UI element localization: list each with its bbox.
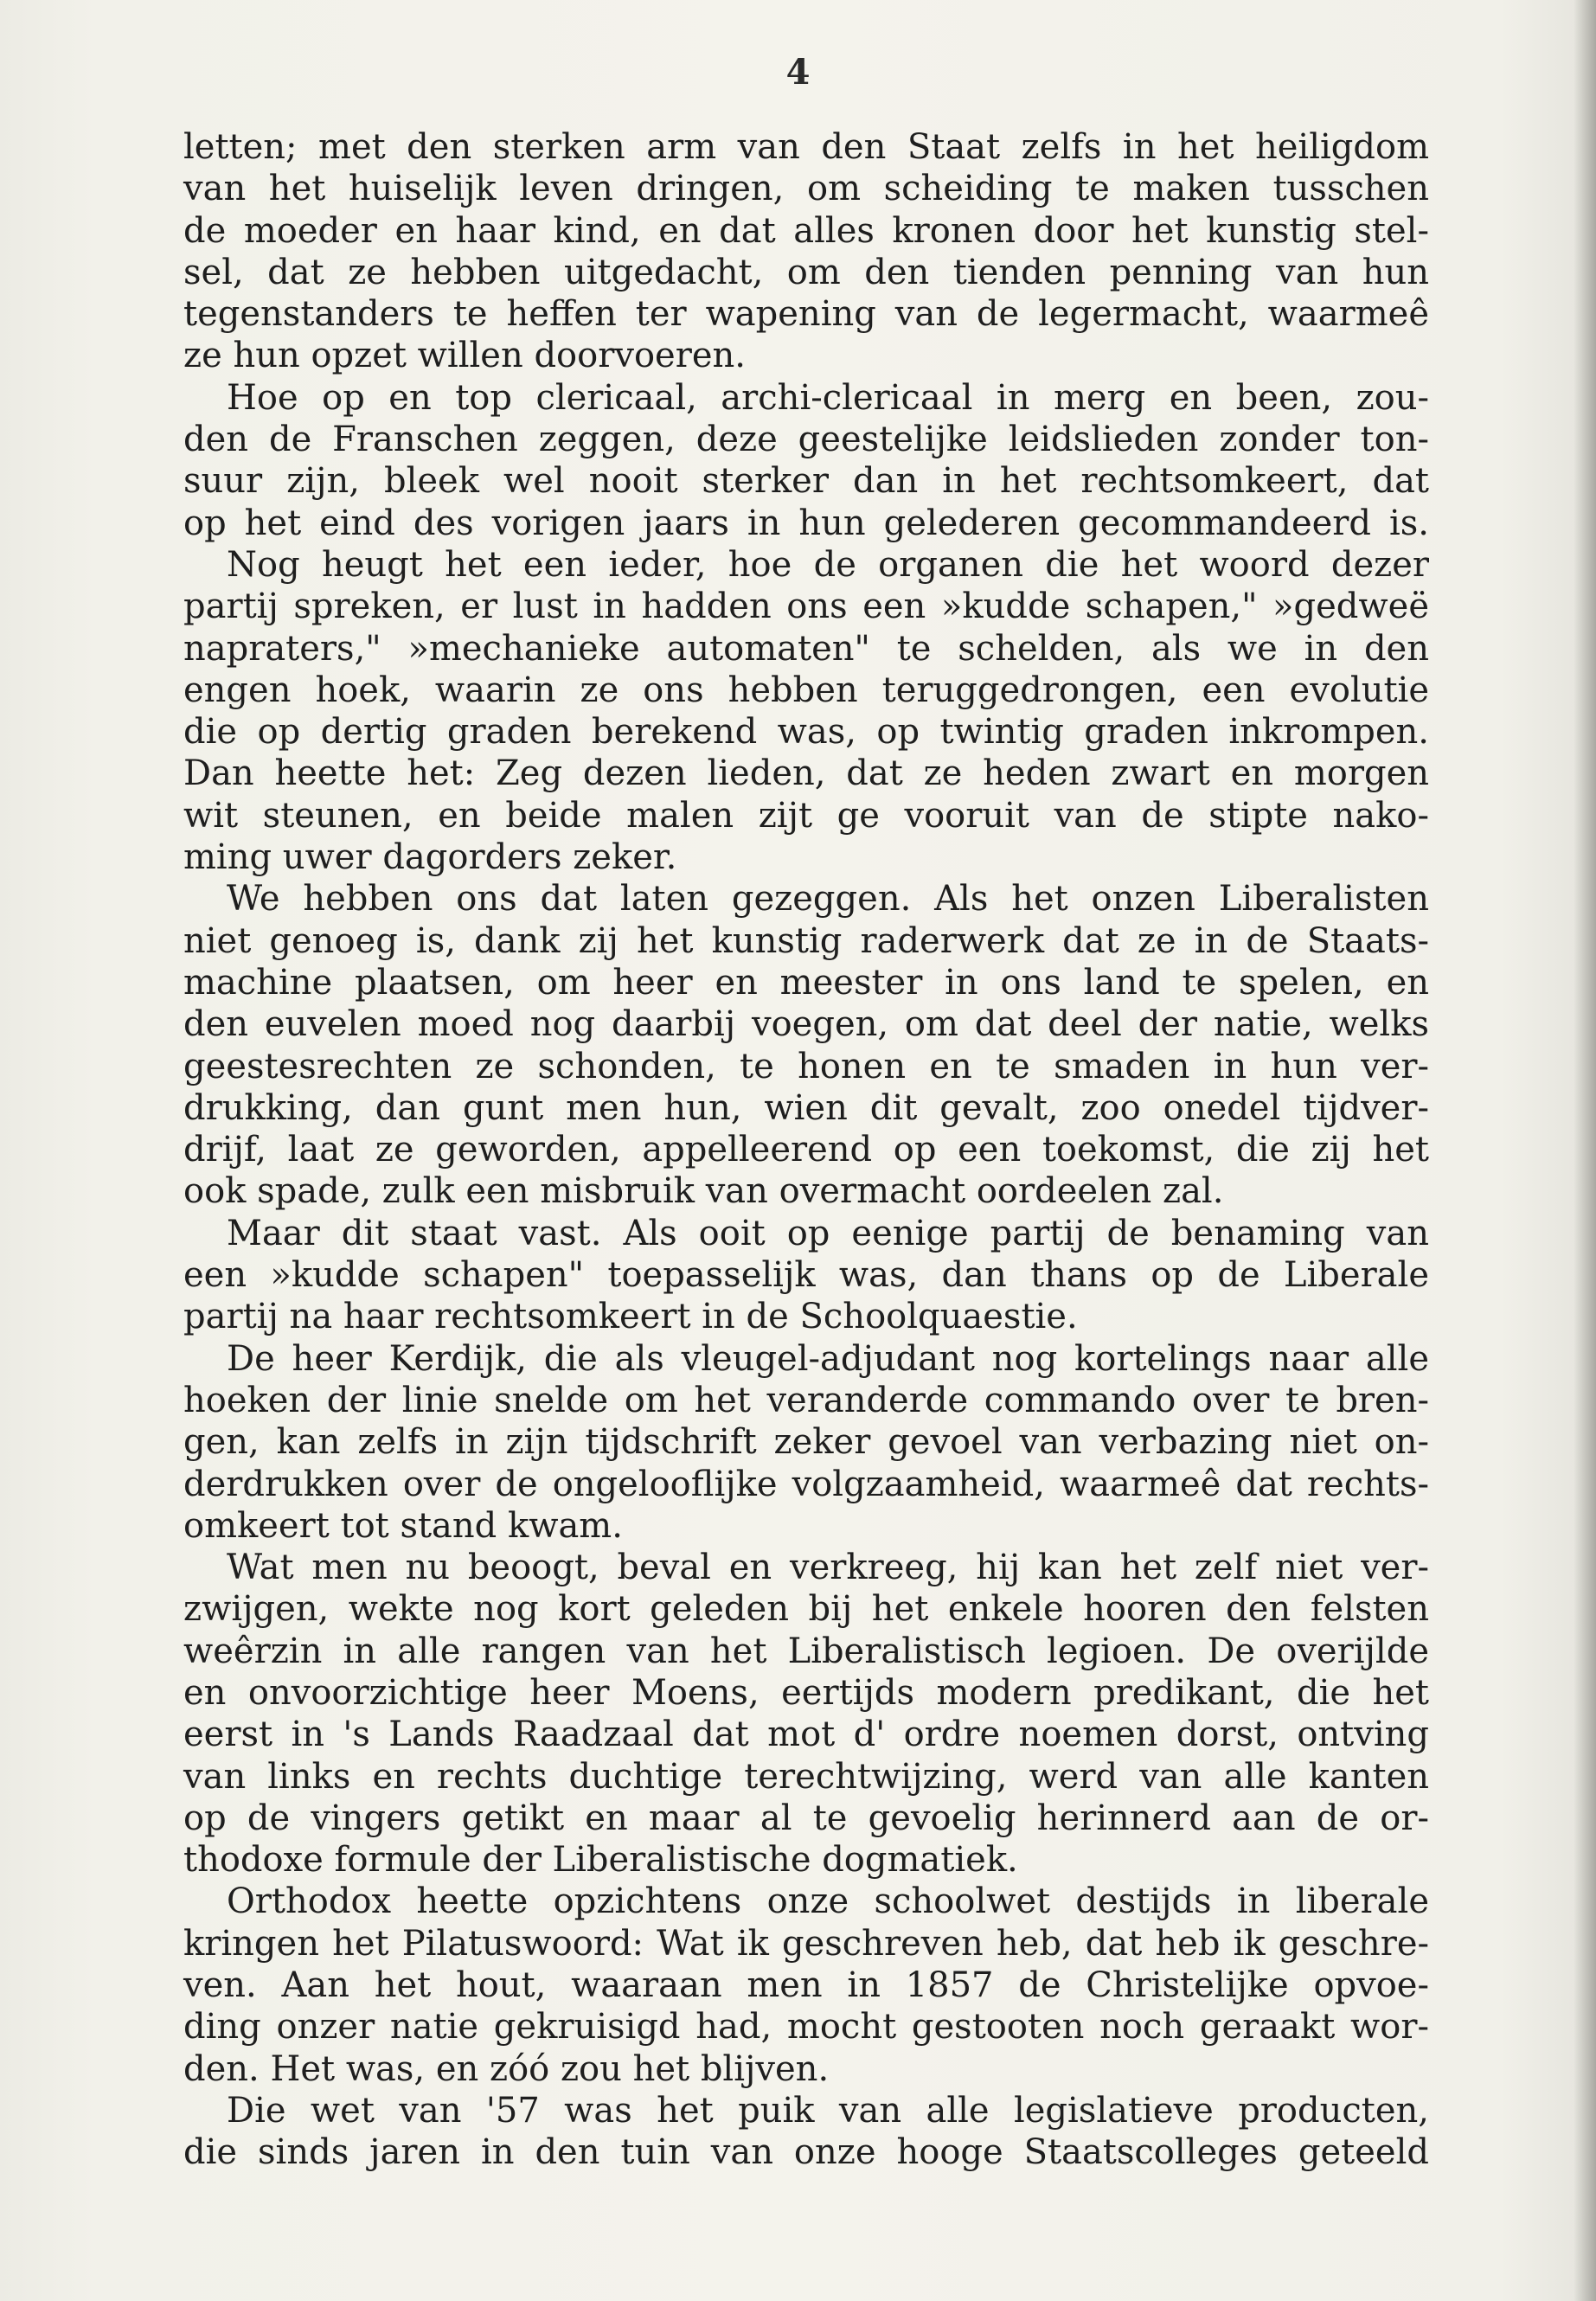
text-line: eerst in 's Lands Raadzaal dat mot d' ordre noemen dorst, ontving [183,1715,1429,1755]
text-line: die op dertig graden berekend was, op twintig graden inkrompen. [183,712,1429,753]
text-line: omkeert tot stand kwam. [183,1505,623,1546]
body-text [183,126,1429,2174]
text-line: Dan heette het: Zeg dezen lieden, dat ze heden zwart en morgen [183,753,1429,794]
text-line: derdrukken over de ongelooflijke volgzaamheid, waarmeê dat rechts- [183,1464,1429,1504]
text-line: ven. Aan het hout, waaraan men in 1857 de Christelijke opvoe- [183,1965,1429,2006]
text-line: van links en rechts duchtige terechtwijzing, werd van alle kanten [183,1756,1429,1797]
text-line: sel, dat ze hebben uitgedacht, om den tienden penning van hun [183,252,1429,292]
text-line: op de vingers getikt en maar al te gevoelig herinnerd aan de or- [183,1798,1429,1838]
text-line: den euvelen moed nog daarbij voegen, om dat deel der natie, welks [183,1004,1429,1045]
text-line: napraters," »mechanieke automaten" te schelden, als we in den [183,628,1429,669]
text-line: drijf, laat ze geworden, appelleerend op een toekomst, die zij het [183,1130,1429,1170]
text-line: partij spreken, er lust in hadden ons een »kudde schapen," »gedweë [183,586,1429,627]
binding-shadow [1574,0,1596,2301]
text-line: kringen het Pilatuswoord: Wat ik geschreven heb, dat heb ik geschre- [183,1923,1429,1964]
text-line: ding onzer natie gekruisigd had, mocht gestooten noch geraakt wor- [183,2007,1429,2048]
text-line: en onvoorzichtige heer Moens, eertijds modern predikant, die het [183,1672,1429,1713]
text-line: weêrzin in alle rangen van het Liberalistisch legioen. De overijlde [183,1631,1429,1671]
text-line: Maar dit staat vast. Als ooit op eenige partij de benaming van [227,1213,1429,1253]
text-line: geestesrechten ze schonden, te honen en te smaden in hun ver- [183,1046,1429,1086]
text-line: hoeken der linie snelde om het veranderde commando over te bren- [183,1380,1429,1420]
text-line: machine plaatsen, om heer en meester in ons land te spelen, en [183,962,1429,1003]
text-line: van het huiselijk leven dringen, om scheiding te maken tusschen [183,169,1429,209]
text-line: een »kudde schapen" toepasselijk was, dan thans op de Liberale [183,1255,1429,1296]
text-line: den. Het was, en zóó zou het blijven. [183,2048,830,2089]
text-line: ze hun opzet willen doorvoeren. [183,336,746,376]
text-line: Die wet van '57 was het puik van alle legislatieve producten, [227,2090,1429,2131]
text-line: engen hoek, waarin ze ons hebben teruggedrongen, een evolutie [183,670,1429,710]
text-line: niet genoeg is, dank zij het kunstig raderwerk dat ze in de Staats- [183,920,1429,961]
text-line: wit steunen, en beide malen zijt ge vooruit van de stipte nako- [183,795,1429,836]
text-line: letten; met den sterken arm van den Staat zelfs in het heiligdom [183,127,1429,167]
text-line: thodoxe formule der Liberalistische dogmatiek. [183,1840,1018,1881]
text-line: partij na haar rechtsomkeert in de Schoolquaestie. [183,1297,1078,1337]
text-line: den de Franschen zeggen, deze geestelijke leidslieden zonder ton- [183,420,1429,460]
text-line: We hebben ons dat laten gezeggen. Als het onzen Liberalisten [227,879,1429,920]
text-line: drukking, dan gunt men hun, wien dit gevalt, zoo onedel tijdver- [183,1087,1429,1128]
text-line: De heer Kerdijk, die als vleugel-adjudant nog kortelings naar alle [227,1338,1429,1379]
text-line: Nog heugt het een ieder, hoe de organen die het woord dezer [227,544,1429,585]
text-line: ming uwer dagorders zeker. [183,837,677,878]
text-line: Hoe op en top clericaal, archi-clericaal in merg en been, zou- [227,377,1429,418]
text-line: zwijgen, wekte nog kort geleden bij het enkele hooren den felsten [183,1589,1429,1630]
text-line: Orthodox heette opzichtens onze schoolwet destijds in liberale [227,1881,1429,1922]
text-line: die sinds jaren in den tuin van onze hooge Staatscolleges geteeld [183,2132,1429,2173]
text-line: de moeder en haar kind, en dat alles kronen door het kunstig stel- [183,210,1429,251]
text-line: op het eind des vorigen jaars in hun gelederen gecommandeerd is. [183,503,1429,543]
page-number: 4 [785,52,811,93]
text-line: gen, kan zelfs in zijn tijdschrift zeker gevoel van verbazing niet on- [183,1422,1429,1463]
text-line: Wat men nu beoogt, beval en verkreeg, hij kan het zelf niet ver- [227,1548,1429,1588]
text-line: suur zijn, bleek wel nooit sterker dan in het rechtsomkeert, dat [183,461,1429,502]
text-line: tegenstanders te heffen ter wapening van de legermacht, waarmeê [183,294,1429,335]
text-line: ook spade, zulk een misbruik van overmacht oordeelen zal. [183,1171,1224,1212]
